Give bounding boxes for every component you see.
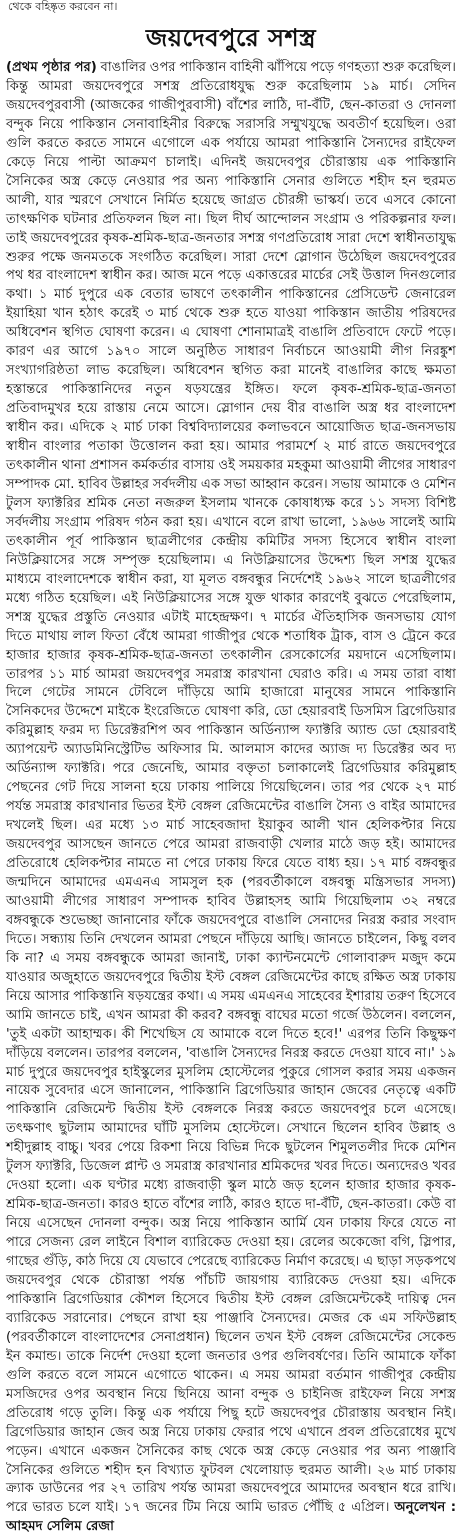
byline-label: অনুলেখন : [394,1500,456,1516]
article-headline: জয়দেবপুরে সশস্ত্র [145,23,317,52]
previous-article-fragment: থেকে বহিষ্কৃত করবেন না। [8,0,118,13]
article-text: বাঙালির ওপর পাকিস্তান বাহিনী ঝাঁপিয়ে পড়ে গণহত্যা শুরু করেছিল। কিন্তু আমরা জয়দেবপুরে সশস্ত্র প্রতিরোধযুদ্ধ শুরু করেছিলাম ১৯ মার্চ। সেদিন জয়দেবপুরবাসী (আজকের গাজীপুরবাসী) বাঁশের লাঠি, দা-বঁটি, ছেন-কাতরা ও দোনলা বন্দুক নিয়ে পাকিস্তান সেনাবাহিনীর বিরুদ্ধে সরাসরি সম্মুখযুদ্ধে অবতীর্ণ হয়েছিল। ওরা গুলি করতে করতে সামনে এগোলে এক পর্যায়ে আমরা পাকিস্তানি সৈন্যদের রাইফেল কেড়ে নিয়ে পাল্টা আক্রমণ চালাই। এদিনই জয়দেবপুর চৌরাস্তায় এক পাকিস্তানি সৈনিকের অস্ত্র কেড়ে নেওয়ার পর অন্য পাকিস্তানি সেনার গুলিতে শহীদ হন হুরমত আলী, যার স্মরণে সেখানে নির্মিত হয়েছে জাগ্রত চৌরঙ্গী ভাস্কর্য। তবে এসবে কোনো তাৎক্ষণিক ঘটনার প্রতিফলন ছিল না। ছিল দীর্ঘ আন্দোলন সংগ্রাম ও পরিকল্পনার ফল। তাই জয়দেবপুরের কৃষক-শ্রমিক-ছাত্র-জনতার সশস্ত্র গণপ্রতিরোধ সারা দেশে স্বাধীনতাযুদ্ধ শুরুর পক্ষে জনমতকে সংগঠিত করেছিল। সারা দেশে স্লোগান উঠেছিল জয়দেবপুরের পথ ধর বাংলাদেশ স্বাধীন কর। আজ মনে পড়ে একাত্তরের মার্চের সেই উত্তাল দিনগুলোর কথা। ১ মার্চ দুপুরে এক বেতার ভাষণে তৎকালীন পাকিস্তানের প্রেসিডেন্ট জেনারেল ইয়াহিয়া খান হঠাৎ করেই ৩ মার্চ থেকে শুরু হতে যাওয়া পাকিস্তান জাতীয় পরিষদের অধিবেশন স্থগিত ঘোষণা করেন। এ ঘোষণা শোনামাত্রই বাঙালি প্রতিবাদে ফেটে পড়ে। কারণ এর আগে ১৯৭০ সালে অনুষ্ঠিত সাধারণ নির্বাচনে আওয়ামী লীগ নিরঙ্কুশ সংখ্যাগরিষ্ঠতা লাভ করেছিল। অধিবেশন স্থগিত করা মানেই বাঙালির কাছে ক্ষমতা হস্তান্তরে পাকিস্তানিদের নতুন ষড়যন্ত্রের ইঙ্গিত। ফলে কৃষক-শ্রমিক-ছাত্র-জনতা প্রতিবাদমুখর হয়ে রাস্তায় নেমে আসে। স্লোগান দেয় বীর বাঙালি অস্ত্র ধর বাংলাদেশ স্বাধীন কর। এদিকে ২ মার্চ ঢাকা বিশ্ববিদ্যালয়ের কলাভবনে আয়োজিত ছাত্র-জনসভায় স্বাধীন বাংলার পতাকা উত্তোলন করা হয়। আমার পরামর্শে ২ মার্চ রাতে জয়দেবপুরে তৎকালীন থানা প্রশাসন কর্মকর্তার বাসায় ওই সময়কার মহকুমা আওয়ামী লীগের সাধারণ সম্পাদক মো. হাবিব উল্লাহর সর্বদলীয় এক সভা আহ্বান করেন। সভায় আমাকে ও মেশিন টুলস ফ্যাক্টরির শ্রমিক নেতা নজরুল ইসলাম খানকে কোষাধ্যক্ষ করে ১১ সদস্য বিশিষ্ট সর্বদলীয় সংগ্রাম পরিষদ গঠন করা হয়। এখানে বলে রাখা ভালো, ১৯৬৬ সালেই আমি তৎকালীন পূর্ব পাকিস্তান ছাত্রলীগের কেন্দ্রীয় কমিটির সদস্য হিসেবে স্বাধীন বাংলা নিউক্লিয়াসের সঙ্গে সম্পৃক্ত হয়েছিলাম। এ নিউক্লিয়াসের উদ্দেশ্য ছিল সশস্ত্র যুদ্ধের মাধ্যমে বাংলাদেশকে স্বাধীন করা, যা মূলত বঙ্গবন্ধুর নির্দেশেই ১৯৬২ সালে ছাত্রলীগের মধ্যে গঠিত হয়েছিল। এই নিউক্লিয়াসের সঙ্গে যুক্ত থাকার কারণেই বুঝতে পেরেছিলাম, সশস্ত্র যুদ্ধের প্রস্তুতি নেওয়ার এটাই মাহেন্দ্রক্ষণ। ৭ মার্চের ঐতিহাসিক জনসভায় যোগ দিতে মাথায় লাল ফিতা বেঁধে আমরা গাজীপুর থেকে শতাধিক ট্রাক, বাস ও ট্রেনে করে হাজার হাজার কৃষক-শ্রমিক-ছাত্র-জনতা তৎকালীন রেসকোর্সের ময়দানে এসেছিলাম। তারপর ১১ মার্চ আমরা জয়দেবপুর সমরাস্ত্র কারখানা ঘেরাও করি। এ সময় তারা বাধা দিলে গেটের সামনে টেবিলে দাঁড়িয়ে আমি হাজারো মানুষের সামনে পাকিস্তানি সৈনিকদের উদ্দেশে মাইকে ইংরেজিতে ঘোষণা করি, ডো হেয়ারবাই ডিসমিস ব্রিগেডিয়ার করিমুল্লাহ ফরম দ্য ডিরেক্টরশিপ অব পাকিস্তান অর্ডিন্যান্স ফ্যাক্টরি অ্যান্ড ডো হেয়ারবাই অ্যাপয়েন্ট অ্যাডমিনিস্ট্রেটিভ অফিসার মি. আলমাস কাদের অ্যাজ দ্য ডিরেক্টর অব দ্য অর্ডিন্যান্স ফ্যাক্টরি। পরে জেনেছি, আমার বক্তৃতা চলাকালেই ব্রিগেডিয়ার করিমুল্লাহ পেছনের গেট দিয়ে সালনা হয়ে ঢাকায় পালিয়ে গিয়েছিলেন। তার পর থেকে ২৭ মার্চ পর্যন্ত সমরাস্ত্র কারখানার ভিতর ইস্ট বেঙ্গল রেজিমেন্টের বাঙালি সৈন্য ও বাইর আমাদের দখলেই ছিল। এর মধ্যে ১৩ মার্চ সাহেবজাদা ইয়াকুব আলী খান হেলিকপ্টার নিয়ে জয়দেবপুর আসছেন জানতে পেরে আমরা রাজবাড়ী খেলার মাঠে জড় হই। আমাদের প্রতিরোধে হেলিকপ্টার নামতে না পেরে ঢাকায় ফিরে যেতে বাধ্য হয়। ১৭ মার্চ বঙ্গবন্ধুর জন্মদিনে আমাদের এমএনএ সামসুল হক (পরবর্তীকালে বঙ্গবন্ধু মন্ত্রিসভার সদস্য) আওয়ামী লীগের সাধারণ সম্পাদক হাবিব উল্লাহসহ আমি গিয়েছিলাম ৩২ নম্বরে বঙ্গবন্ধুকে শুভেচ্ছা জানানোর ফাঁকে জয়দেবপুরে বাঙালি সেনাদের নিরস্ত্র করার সংবাদ দিতে। সন্ধ্যায় তিনি দেখলেন আমরা পেছনে দাঁড়িয়ে আছি। জানতে চাইলেন, কিছু বলব কি না? এ সময় বঙ্গবন্ধুকে আমরা জানাই, ঢাকা ক্যান্টনমেন্টে গোলাবারুদ মজুদ কমে যাওয়ার অজুহাতে জয়দেবপুরে দ্বিতীয় ইস্ট বেঙ্গল রেজিমেন্টের কাছে রক্ষিত অস্ত্র ঢাকায় নিয়ে আসার পাকিস্তানি ষড়যন্ত্রের কথা। এ সময় এমএনএ সাহেবের ইশারায় তরুণ হিসেবে আমি জানতে চাই, এখন আমরা কী করব? বঙ্গবন্ধু বাঘের মতো গর্জে উঠলেন। বললেন, 'তুই একটা আহাম্মক। কী শিখেছিস যে আমাকে বলে দিতে হবে!' এরপর তিনি কিছুক্ষণ দাঁড়িয়ে বললেন। তারপর বললেন, 'বাঙালি সৈন্যদের নিরস্ত্র করতে দেওয়া যাবে না।' ১৯ মার্চ দুপুরে জয়দেবপুর হাইস্কুলের মুসলিম হোস্টেলের পুকুরে গোসল করার সময় একজন নায়েক সুবেদার এসে জানালেন, পাকিস্তানি ব্রিগেডিয়ার জাহান জেবের নেতৃত্বে একটি পাকিস্তানি রেজিমেন্ট দ্বিতীয় ইস্ট বেঙ্গলকে নিরস্ত্র করতে জয়দেবপুর চলে এসেছে। তৎক্ষণাৎ ছুটলাম আমাদের ঘাঁটি মুসলিম হোস্টেলে। সেখানে ছিলেন হাবিব উল্লাহ ও শহীদুল্লাহ বাচ্চু। খবর পেয়ে রিকশা নিয়ে বিভিন্ন দিকে ছুটলেন শিমুলতলীর দিকে মেশিন টুলস ফ্যাক্টরি, ডিজেল প্লান্ট ও সমরাস্ত্র কারখানার শ্রমিকদের খবর দিতে। অন্যদেরও খবর দেওয়া হলো। এক ঘণ্টার মধ্যে রাজবাড়ী স্কুল মাঠে জড় হলেন হাজার হাজার কৃষক-শ্রমিক-ছাত্র-জনতা। কারও হাতে বাঁশের লাঠি, কারও হাতে দা-বঁটি, ছেন-কাতরা। কেউ বা নিয়ে এসেছেন দোনলা বন্দুক। অস্ত্র নিয়ে পাকিস্তান আর্মি যেন ঢাকায় ফিরে যেতে না পারে সেজন্য রেল লাইনে বিশাল ব্যারিকেড দেওয়া হয়। রেলের অকেজো বগি, স্লিপার, গাছের গুঁড়ি, কাঠ দিয়ে যে যেভাবে পেরেছে ব্যারিকেড নির্মাণ করেছে। এ ছাড়া সড়কপথে জয়দেবপুর থেকে চৌরাস্তা পর্যন্ত পাঁচটি জায়গায় ব্যারিকেড দেওয়া হয়। এদিকে পাকিস্তানি ব্রিগেডিয়ার কৌশল হিসেবে দ্বিতীয় ইস্ট বেঙ্গল রেজিমেন্টকেই দায়িত্ব দেন ব্যারিকেড সরানোর। পেছনে রাখা হয় পাঞ্জাবি সৈন্যদের। মেজর কে এম সফিউল্লাহ (পরবর্তীকালে বাংলাদেশের সেনাপ্রধান) ছিলেন তখন ইস্ট বেঙ্গল রেজিমেন্টের সেকেন্ড ইন কমান্ড। তাকে নির্দেশ দেওয়া হলো জনতার ওপর গুলিবর্ষণের। তিনি আমাকে ফাঁকা গুলি করতে বলে সামনে এগোতে থাকেন। এ সময় আমরা বর্তমান গাজীপুর কেন্দ্রীয় মসজিদের ওপর অবস্থান নিয়ে ছিনিয়ে আনা বন্দুক ও চাইনিজ রাইফেল নিয়ে সশস্ত্র প্রতিরোধ গড়ে তুলি। কিন্তু এক পর্যায়ে পিছু হটে জয়দেবপুর চৌরাস্তায় অবস্থান নিই। ব্রিগেডিয়ার জাহান জেব অস্ত্র নিয়ে ঢাকায় ফেরার পথে এখানে প্রবল প্রতিরোধের মুখে পড়েন। এখানে একজন সৈনিকের কাছ থেকে অস্ত্র কেড়ে নেওয়ার পর অন্য পাঞ্জাবি সৈনিকের গুলিতে শহীদ হন বিখ্যাত ফুটবল খেলোয়াড় হুরমত আলী। ২৬ মার্চ ঢাকায় ক্র্যাক ডাউনের পর ২৭ তারিখ পর্যন্ত আমরা জয়দেবপুরে আমাদের অবস্থান ধরে রাখি। পরে ভারত চলে যাই। ১৭ জনের টিম নিয়ে আমি ভারত পৌঁছি ৫ এপ্রিল। [6,60,456,1516]
byline-name: আহমদ সেলিম রেজা [6,1519,114,1535]
continued-from-front-page-label: (প্রথম পৃষ্ঠার পর) [6,60,97,75]
article-body [6,59,456,1537]
